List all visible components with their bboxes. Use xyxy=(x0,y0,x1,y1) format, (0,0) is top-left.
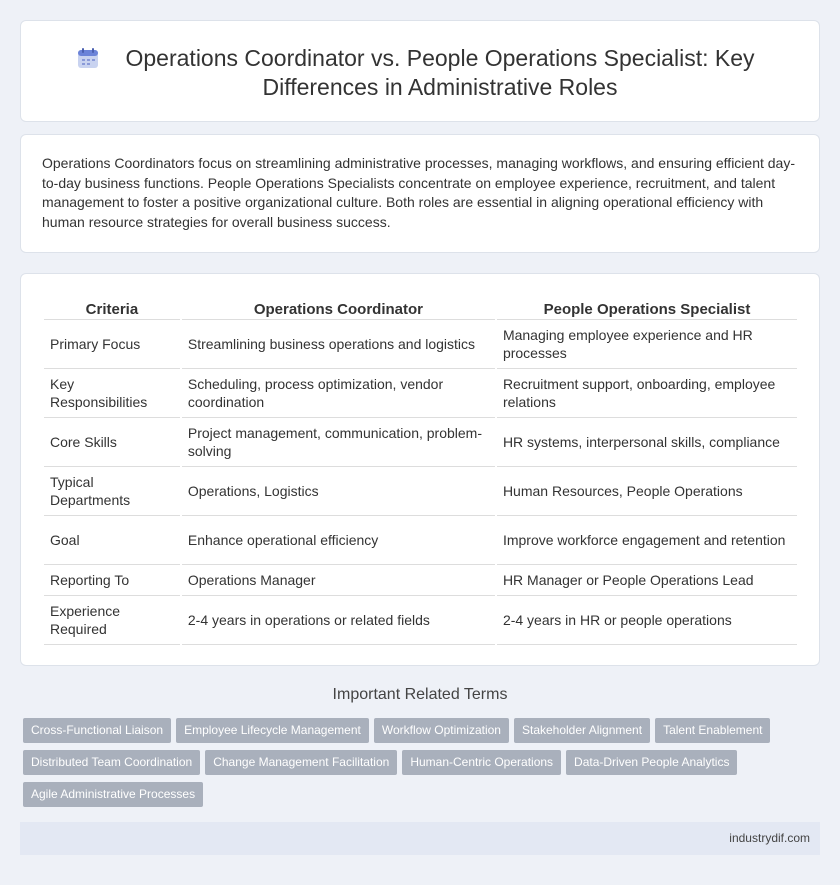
related-term-tag[interactable]: Workflow Optimization xyxy=(374,718,509,743)
row-people-operations-specialist: HR Manager or People Operations Lead xyxy=(497,565,797,596)
related-term-tag[interactable]: Data-Driven People Analytics xyxy=(566,750,737,775)
related-term-tag[interactable]: Change Management Facilitation xyxy=(205,750,397,775)
row-people-operations-specialist: Improve workforce engagement and retention xyxy=(497,516,797,565)
row-criteria: Reporting To xyxy=(44,565,180,596)
table-row xyxy=(44,565,797,596)
table-row xyxy=(44,467,797,516)
intro-card xyxy=(20,134,820,253)
row-operations-coordinator: Project management, communication, problem-solving xyxy=(182,418,495,467)
related-term-tag[interactable]: Stakeholder Alignment xyxy=(514,718,650,743)
header-people-operations-specialist: People Operations Specialist xyxy=(497,294,797,320)
header-operations-coordinator: Operations Coordinator xyxy=(182,294,495,320)
table-header-row xyxy=(44,294,797,320)
row-people-operations-specialist: 2-4 years in HR or people operations xyxy=(497,596,797,645)
row-criteria: Experience Required xyxy=(44,596,180,645)
related-term-tag[interactable]: Cross-Functional Liaison xyxy=(23,718,171,743)
related-term-tag[interactable]: Distributed Team Coordination xyxy=(23,750,200,775)
row-criteria: Key Responsibilities xyxy=(44,369,180,418)
table-row xyxy=(44,516,797,565)
footer-site[interactable]: industrydif.com xyxy=(729,831,810,845)
related-terms-list xyxy=(23,718,813,814)
intro-text: Operations Coordinators focus on streamlining administrative processes, managing workflows, and ensuring efficient day-to-day business functions. People Operations Specialists concentrate on employee experience, recruitment, and talent management to foster a positive organizational culture. Both roles are essential in aligning operational efficiency with human resource strategies for overall business success. xyxy=(42,155,796,230)
row-criteria: Primary Focus xyxy=(44,320,180,369)
row-criteria: Core Skills xyxy=(44,418,180,467)
row-criteria: Typical Departments xyxy=(44,467,180,516)
row-operations-coordinator: 2-4 years in operations or related fields xyxy=(182,596,495,645)
table-row xyxy=(44,418,797,467)
table-row xyxy=(44,320,797,369)
comparison-card xyxy=(20,273,820,666)
row-operations-coordinator: Operations Manager xyxy=(182,565,495,596)
page-title: Operations Coordinator vs. People Operations Specialist: Key Differences in Administrative Roles xyxy=(125,45,755,100)
row-operations-coordinator: Operations, Logistics xyxy=(182,467,495,516)
related-term-tag[interactable]: Human-Centric Operations xyxy=(402,750,561,775)
related-terms-heading: Important Related Terms xyxy=(332,686,508,703)
footer xyxy=(20,822,820,855)
row-people-operations-specialist: Managing employee experience and HR processes xyxy=(497,320,797,369)
row-operations-coordinator: Scheduling, process optimization, vendor coordination xyxy=(182,369,495,418)
row-operations-coordinator: Enhance operational efficiency xyxy=(182,516,495,565)
table-row xyxy=(44,369,797,418)
header-criteria: Criteria xyxy=(44,294,180,320)
row-criteria: Goal xyxy=(44,516,180,565)
related-term-tag[interactable]: Employee Lifecycle Management xyxy=(176,718,369,743)
table-row xyxy=(44,596,797,645)
row-people-operations-specialist: HR systems, interpersonal skills, compliance xyxy=(497,418,797,467)
related-term-tag[interactable]: Agile Administrative Processes xyxy=(23,782,203,807)
title-card xyxy=(20,20,820,122)
row-people-operations-specialist: Recruitment support, onboarding, employee relations xyxy=(497,369,797,418)
row-operations-coordinator: Streamlining business operations and logistics xyxy=(182,320,495,369)
related-term-tag[interactable]: Talent Enablement xyxy=(655,718,770,743)
comparison-table xyxy=(42,294,799,645)
row-people-operations-specialist: Human Resources, People Operations xyxy=(497,467,797,516)
